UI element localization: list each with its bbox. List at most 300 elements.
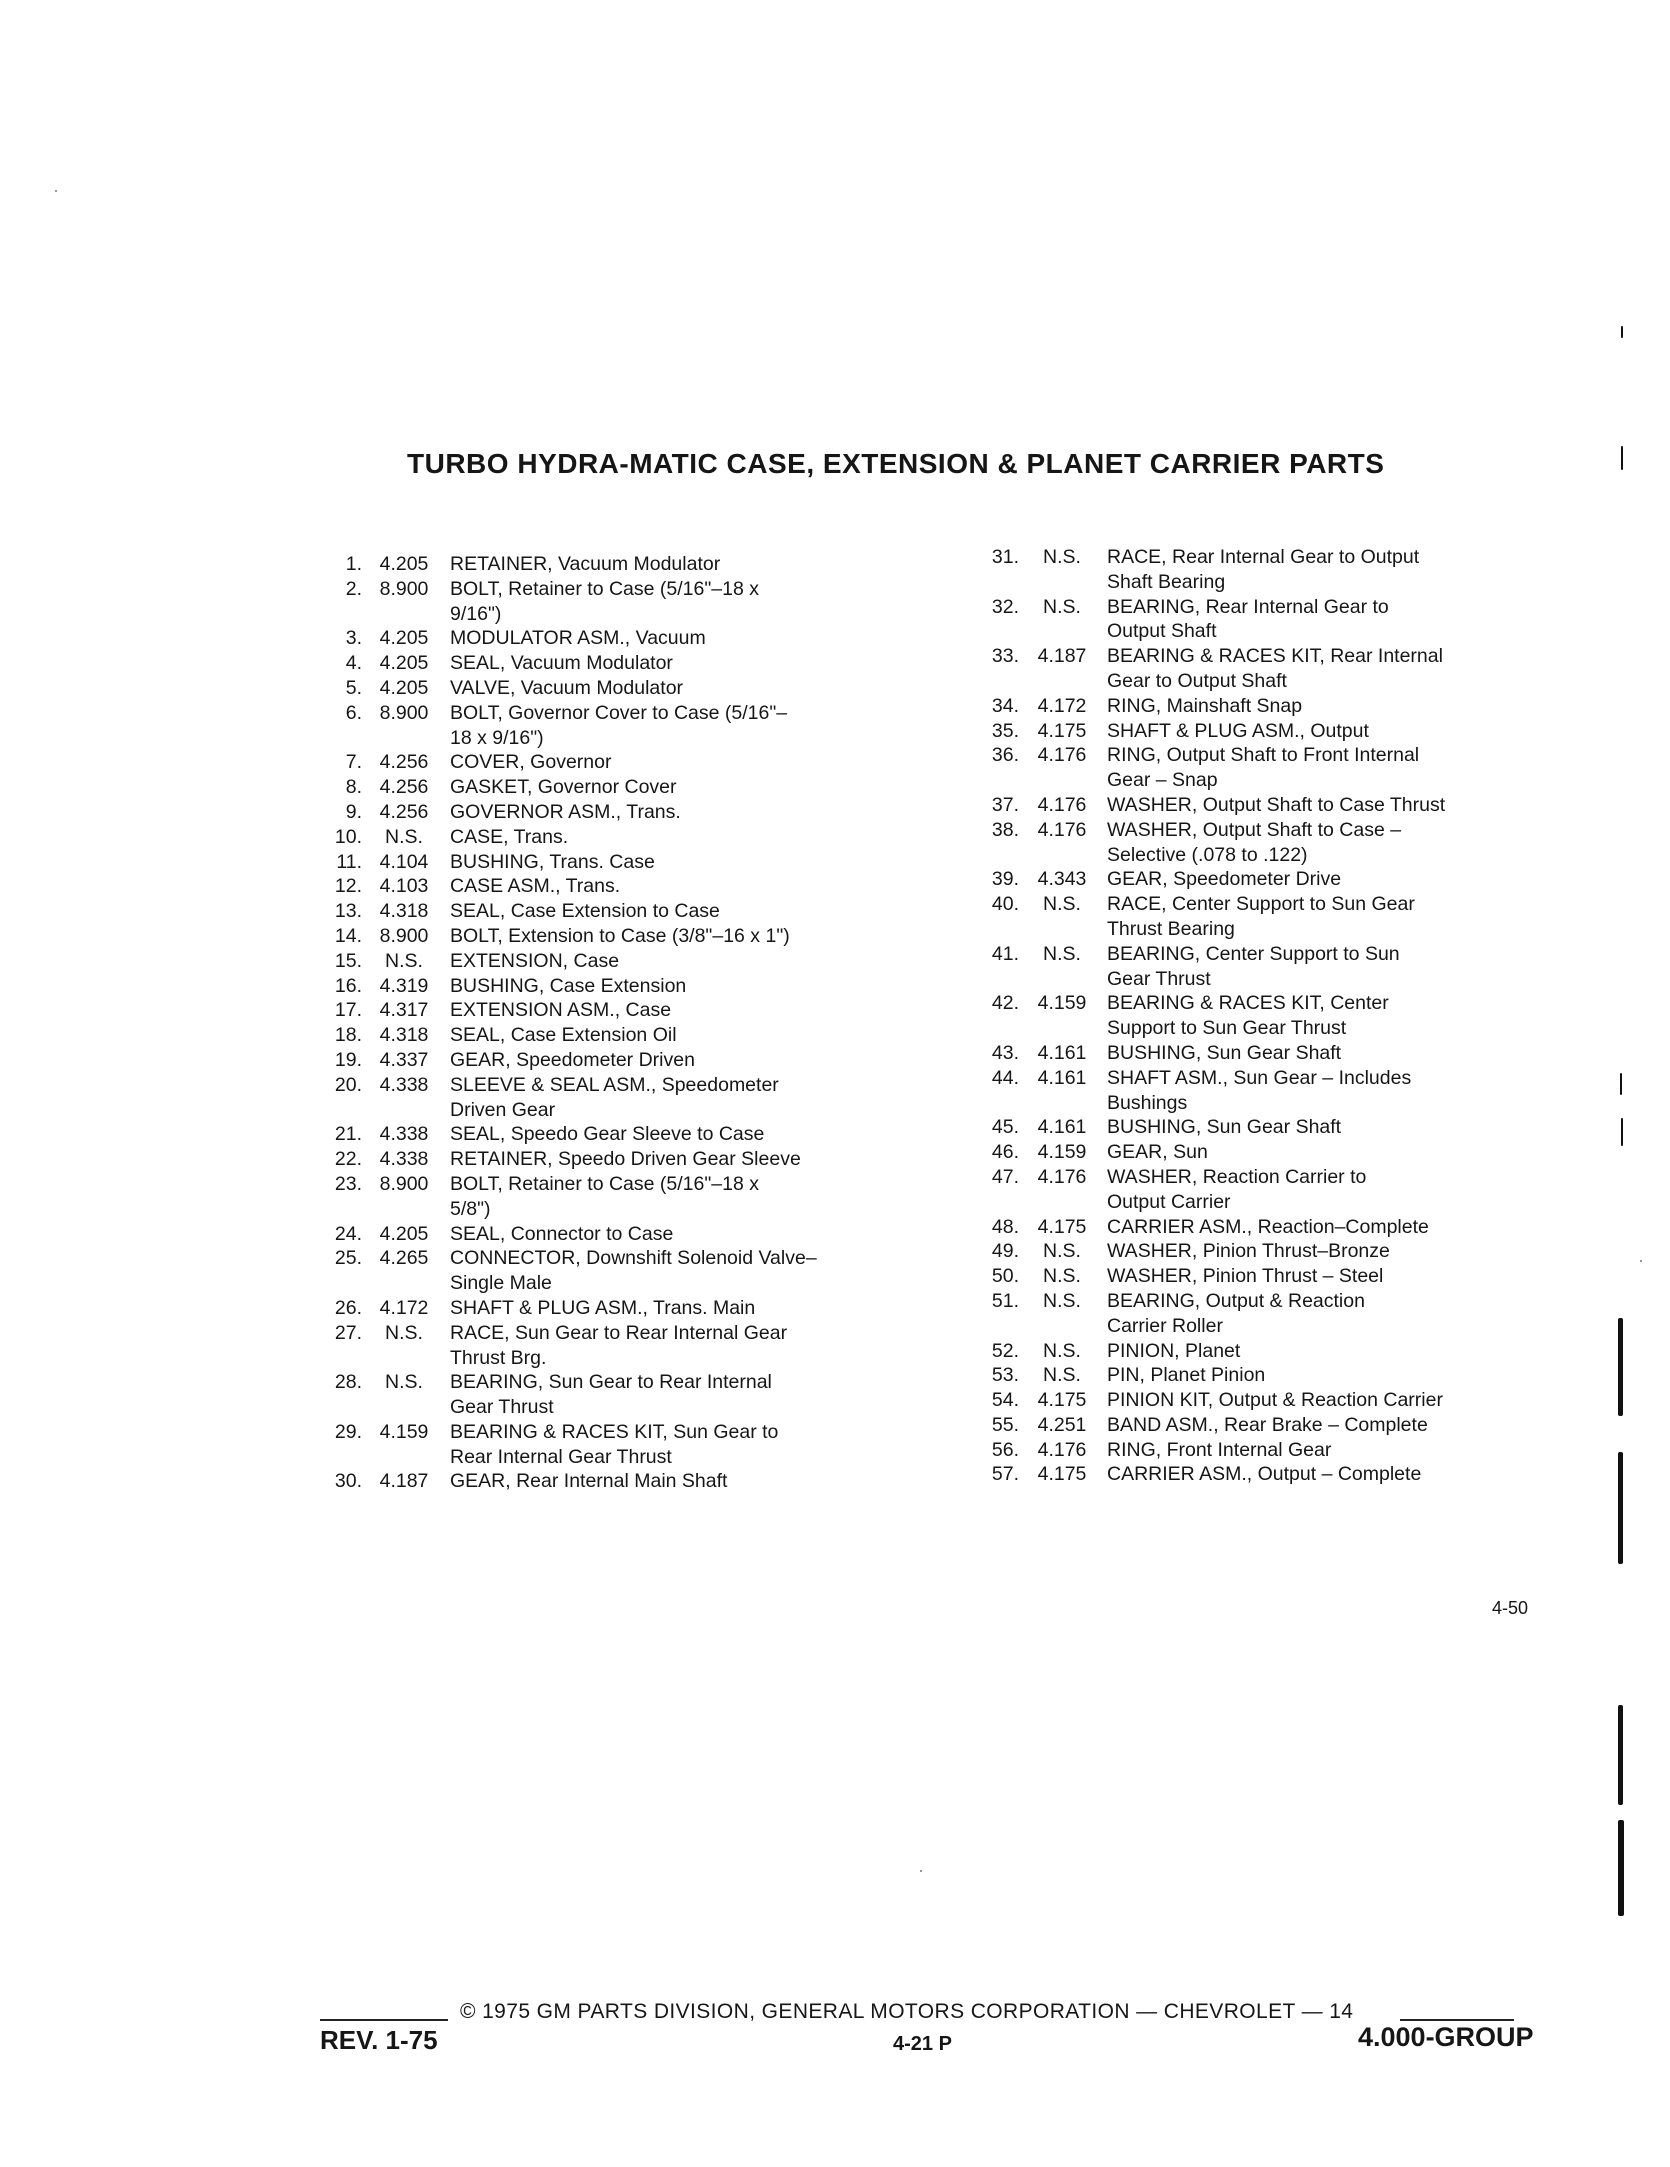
description-line: BEARING, Center Support to Sun <box>1107 942 1400 965</box>
part-row <box>975 743 1520 793</box>
part-description <box>440 1172 922 1222</box>
part-row <box>975 1388 1520 1413</box>
part-description <box>440 651 922 676</box>
part-row <box>322 552 922 577</box>
part-row <box>322 750 922 775</box>
part-row <box>322 775 922 800</box>
part-number: 42. <box>991 992 1019 1015</box>
part-description <box>1097 1066 1520 1116</box>
part-row <box>975 1239 1520 1264</box>
part-description <box>1097 1462 1520 1487</box>
part-group-code: N.S. <box>385 1321 423 1344</box>
part-number: 41. <box>991 942 1019 965</box>
description-line: WASHER, Output Shaft to Case – <box>1107 818 1402 841</box>
description-line: Thrust Brg. <box>450 1346 547 1369</box>
part-description <box>1097 1363 1520 1388</box>
part-description <box>440 1122 922 1147</box>
part-row <box>975 644 1520 694</box>
description-line: Thrust Bearing <box>1107 917 1235 940</box>
description-line: COVER, Governor <box>450 751 612 774</box>
part-number: 5. <box>345 676 362 699</box>
part-number: 34. <box>991 694 1019 717</box>
part-group-code: 4.318 <box>379 1024 429 1047</box>
part-number: 26. <box>334 1296 362 1319</box>
description-line: PINION, Planet <box>1107 1339 1241 1362</box>
part-number: 17. <box>334 999 362 1022</box>
part-row <box>322 874 922 899</box>
part-group-code: 4.205 <box>379 652 429 675</box>
part-number: 28. <box>334 1371 362 1394</box>
part-description <box>1097 1339 1520 1364</box>
description-line: GOVERNOR ASM., Trans. <box>450 800 681 823</box>
part-group-code: 4.256 <box>379 800 429 823</box>
part-description <box>440 825 922 850</box>
part-number: 11. <box>336 850 362 873</box>
description-line: Gear Thrust <box>450 1396 554 1419</box>
part-row <box>322 850 922 875</box>
part-row <box>975 991 1520 1041</box>
part-row <box>975 694 1520 719</box>
part-group-code: N.S. <box>385 949 423 972</box>
description-line: BUSHING, Trans. Case <box>450 850 655 873</box>
description-line: RACE, Rear Internal Gear to Output <box>1107 546 1420 568</box>
description-line: SEAL, Case Extension Oil <box>450 1024 677 1047</box>
part-description <box>1097 1115 1520 1140</box>
part-group-code: 4.104 <box>379 850 429 873</box>
description-line: CARRIER ASM., Output – Complete <box>1107 1463 1422 1486</box>
scan-mark <box>1618 1705 1623 1805</box>
part-row <box>975 1165 1520 1215</box>
part-number: 29. <box>334 1420 362 1443</box>
part-description <box>440 1321 922 1371</box>
part-number: 51. <box>991 1289 1019 1312</box>
part-row <box>322 1222 922 1247</box>
description-line: BOLT, Retainer to Case (5/16"–18 x <box>450 1172 759 1195</box>
part-row <box>322 1296 922 1321</box>
description-line: PINION KIT, Output & Reaction Carrier <box>1107 1389 1443 1412</box>
part-group-code: N.S. <box>1043 1289 1081 1312</box>
part-description <box>1097 1140 1520 1165</box>
part-row <box>322 924 922 949</box>
part-description <box>1097 1041 1520 1066</box>
part-row <box>322 1122 922 1147</box>
part-group-code: 4.175 <box>1037 1389 1087 1412</box>
description-line: BEARING, Output & Reaction <box>1107 1289 1365 1312</box>
part-row <box>322 701 922 751</box>
description-line: SHAFT & PLUG ASM., Trans. Main <box>450 1296 756 1319</box>
description-line: GASKET, Governor Cover <box>450 776 677 799</box>
description-line: Gear – Snap <box>1107 769 1218 792</box>
part-group-code: 4.205 <box>379 1222 429 1245</box>
footer-rule-right <box>1400 2019 1514 2021</box>
description-line: Selective (.078 to .122) <box>1107 843 1308 866</box>
part-number: 39. <box>991 868 1019 891</box>
part-description <box>440 1246 922 1296</box>
part-row <box>975 719 1520 744</box>
description-line: 18 x 9/16") <box>450 726 544 749</box>
part-description <box>440 1370 922 1420</box>
description-line: RING, Front Internal Gear <box>1107 1438 1332 1461</box>
part-number: 15. <box>334 949 362 972</box>
part-number: 44. <box>991 1066 1019 1089</box>
part-description <box>440 800 922 825</box>
part-row <box>975 1289 1520 1339</box>
part-row <box>975 545 1520 595</box>
part-description <box>1097 991 1520 1041</box>
part-description <box>440 949 922 974</box>
parts-list-right <box>975 545 1520 1487</box>
part-number: 24. <box>334 1222 362 1245</box>
part-row <box>322 974 922 999</box>
description-line: RACE, Sun Gear to Rear Internal Gear <box>450 1321 788 1344</box>
part-row <box>322 1370 922 1420</box>
part-number: 8. <box>345 776 362 799</box>
description-line: SHAFT & PLUG ASM., Output <box>1107 719 1369 742</box>
description-line: Carrier Roller <box>1107 1314 1223 1337</box>
part-description <box>440 1048 922 1073</box>
part-row <box>322 998 922 1023</box>
description-line: SEAL, Vacuum Modulator <box>450 652 673 675</box>
description-line: SHAFT ASM., Sun Gear – Includes <box>1107 1066 1412 1089</box>
description-line: BOLT, Retainer to Case (5/16"–18 x <box>450 577 759 600</box>
part-row <box>975 1115 1520 1140</box>
description-line: Output Shaft <box>1107 620 1217 643</box>
part-group-code: 4.205 <box>379 553 429 575</box>
part-number: 57. <box>991 1463 1019 1486</box>
description-line: SLEEVE & SEAL ASM., Speedometer <box>450 1073 779 1096</box>
part-number: 21. <box>334 1123 362 1146</box>
description-line: BEARING, Rear Internal Gear to <box>1107 595 1389 618</box>
group-label: 4.000-GROUP <box>1358 2022 1534 2052</box>
description-line: Shaft Bearing <box>1107 570 1226 593</box>
part-description <box>1097 743 1520 793</box>
description-line: SEAL, Connector to Case <box>450 1222 674 1245</box>
part-row <box>975 1413 1520 1438</box>
part-group-code: 4.256 <box>379 776 429 799</box>
description-line: Gear to Output Shaft <box>1107 669 1287 692</box>
part-row <box>322 1420 922 1470</box>
description-line: CARRIER ASM., Reaction–Complete <box>1107 1215 1429 1238</box>
part-number: 53. <box>991 1364 1019 1387</box>
part-description <box>1097 1388 1520 1413</box>
description-line: 5/8") <box>450 1197 491 1220</box>
description-line: PIN, Planet Pinion <box>1107 1364 1266 1387</box>
part-number: 6. <box>345 701 362 724</box>
part-description <box>440 1222 922 1247</box>
part-group-code: N.S. <box>385 825 423 848</box>
footer-rule-left <box>320 2019 448 2021</box>
description-line: CASE, Trans. <box>450 825 569 848</box>
part-group-code: 4.187 <box>379 1470 429 1493</box>
part-row <box>975 793 1520 818</box>
part-description <box>1097 1239 1520 1264</box>
part-group-code: 8.900 <box>379 924 429 947</box>
description-line: WASHER, Pinion Thrust–Bronze <box>1107 1240 1390 1263</box>
scan-dot <box>920 1870 922 1872</box>
description-line: SEAL, Case Extension to Case <box>450 900 720 923</box>
description-line: RETAINER, Vacuum Modulator <box>450 553 721 575</box>
page-reference: 4-50 <box>1492 1598 1529 1618</box>
description-line: Single Male <box>450 1272 552 1295</box>
part-description <box>1097 644 1520 694</box>
description-line: VALVE, Vacuum Modulator <box>450 676 684 699</box>
part-number: 33. <box>991 645 1019 668</box>
part-description <box>440 626 922 651</box>
part-row <box>322 1246 922 1296</box>
description-line: BUSHING, Sun Gear Shaft <box>1107 1041 1342 1064</box>
part-row <box>322 1048 922 1073</box>
part-row <box>975 1140 1520 1165</box>
part-description <box>440 874 922 899</box>
part-group-code: N.S. <box>1043 1339 1081 1362</box>
part-description <box>440 1296 922 1321</box>
scan-mark <box>1621 1118 1623 1146</box>
part-row <box>322 899 922 924</box>
copyright-notice: © 1975 GM PARTS DIVISION, GENERAL MOTORS CORPORATION — CHEVROLET — 14 <box>460 2000 1354 2023</box>
part-group-code: N.S. <box>1043 595 1081 618</box>
part-group-code: 4.317 <box>379 999 429 1022</box>
part-group-code: 4.265 <box>379 1247 429 1270</box>
description-line: Rear Internal Gear Thrust <box>450 1445 672 1468</box>
description-line: GEAR, Rear Internal Main Shaft <box>450 1470 728 1493</box>
part-group-code: 4.176 <box>1037 744 1087 767</box>
part-description <box>1097 942 1520 992</box>
part-number: 49. <box>991 1240 1019 1263</box>
part-number: 25. <box>334 1247 362 1270</box>
scan-mark <box>1621 326 1623 338</box>
part-number: 12. <box>334 875 362 898</box>
part-group-code: 4.251 <box>1037 1413 1087 1436</box>
part-group-code: 4.205 <box>379 627 429 650</box>
part-description <box>1097 694 1520 719</box>
part-description <box>1097 545 1520 595</box>
part-row <box>975 818 1520 868</box>
part-group-code: 8.900 <box>379 577 429 600</box>
part-number: 1. <box>345 553 362 575</box>
part-number: 16. <box>334 974 362 997</box>
description-line: Bushings <box>1107 1091 1188 1114</box>
page-code: 4-21 P <box>893 2033 952 2055</box>
description-line: WASHER, Pinion Thrust – Steel <box>1107 1265 1384 1288</box>
part-number: 20. <box>334 1073 362 1096</box>
description-line: BOLT, Extension to Case (3/8"–16 x 1") <box>450 924 790 947</box>
part-description <box>440 998 922 1023</box>
description-line: EXTENSION, Case <box>450 949 620 972</box>
description-line: BAND ASM., Rear Brake – Complete <box>1107 1413 1428 1436</box>
part-group-code: N.S. <box>1043 1240 1081 1263</box>
part-group-code: 8.900 <box>379 701 429 724</box>
description-line: MODULATOR ASM., Vacuum <box>450 627 706 650</box>
part-description <box>1097 1438 1520 1463</box>
description-line: BEARING, Sun Gear to Rear Internal <box>450 1371 772 1394</box>
part-row <box>322 1469 922 1494</box>
description-line: SEAL, Speedo Gear Sleeve to Case <box>450 1123 765 1146</box>
part-group-code: 4.159 <box>1037 1141 1087 1164</box>
part-group-code: 4.338 <box>379 1073 429 1096</box>
part-description <box>1097 1413 1520 1438</box>
part-group-code: N.S. <box>1043 546 1081 568</box>
part-description <box>1097 719 1520 744</box>
description-line: CASE ASM., Trans. <box>450 875 621 898</box>
part-number: 18. <box>334 1024 362 1047</box>
part-row <box>322 1147 922 1172</box>
part-number: 19. <box>334 1048 362 1071</box>
part-row <box>975 892 1520 942</box>
part-number: 37. <box>991 793 1019 816</box>
part-group-code: 4.159 <box>1037 992 1087 1015</box>
description-line: BEARING & RACES KIT, Sun Gear to <box>450 1420 779 1443</box>
part-group-code: N.S. <box>1043 1265 1081 1288</box>
part-description <box>440 750 922 775</box>
part-row <box>975 1438 1520 1463</box>
description-line: Gear Thrust <box>1107 967 1211 990</box>
part-description <box>440 1147 922 1172</box>
description-line: Support to Sun Gear Thrust <box>1107 1017 1347 1040</box>
part-group-code: 4.103 <box>379 875 429 898</box>
description-line: RETAINER, Speedo Driven Gear Sleeve <box>450 1148 801 1171</box>
part-group-code: 4.172 <box>379 1296 429 1319</box>
part-group-code: 4.343 <box>1037 868 1087 891</box>
description-line: Driven Gear <box>450 1098 556 1121</box>
part-description <box>440 701 922 751</box>
part-number: 23. <box>334 1172 362 1195</box>
description-line: BUSHING, Sun Gear Shaft <box>1107 1116 1342 1139</box>
description-line: EXTENSION ASM., Case <box>450 999 672 1022</box>
part-row <box>975 1363 1520 1388</box>
part-number: 47. <box>991 1165 1019 1188</box>
part-group-code: 4.175 <box>1037 719 1087 742</box>
scan-dot <box>55 190 57 192</box>
part-row <box>975 1215 1520 1240</box>
description-line: RACE, Center Support to Sun Gear <box>1107 893 1415 916</box>
part-number: 55. <box>991 1413 1019 1436</box>
scan-dot <box>1640 1260 1642 1262</box>
part-description <box>440 577 922 627</box>
page-title: TURBO HYDRA-MATIC CASE, EXTENSION & PLANET CARRIER PARTS <box>407 448 1385 479</box>
part-number: 36. <box>991 744 1019 767</box>
part-group-code: 4.318 <box>379 900 429 923</box>
part-description <box>440 974 922 999</box>
description-line: BOLT, Governor Cover to Case (5/16"– <box>450 701 788 724</box>
part-number: 35. <box>991 719 1019 742</box>
part-description <box>1097 818 1520 868</box>
part-row <box>975 1462 1520 1487</box>
part-number: 32. <box>991 595 1019 618</box>
part-description <box>440 924 922 949</box>
part-number: 31. <box>991 546 1019 568</box>
part-row <box>322 1073 922 1123</box>
part-number: 38. <box>991 818 1019 841</box>
description-line: GEAR, Speedometer Drive <box>1107 868 1342 891</box>
part-description <box>440 1420 922 1470</box>
part-row <box>322 577 922 627</box>
description-line: CONNECTOR, Downshift Solenoid Valve– <box>450 1247 817 1270</box>
description-line: BEARING & RACES KIT, Rear Internal <box>1107 645 1443 668</box>
part-number: 30. <box>334 1470 362 1493</box>
part-group-code: 4.338 <box>379 1148 429 1171</box>
part-number: 4. <box>345 652 362 675</box>
description-line: 9/16") <box>450 602 502 625</box>
part-description <box>440 1469 922 1494</box>
part-group-code: 4.176 <box>1037 818 1087 841</box>
part-number: 9. <box>345 800 362 823</box>
part-number: 2. <box>345 577 362 600</box>
part-group-code: 4.319 <box>379 974 429 997</box>
part-number: 45. <box>991 1116 1019 1139</box>
part-group-code: 4.205 <box>379 676 429 699</box>
description-line: WASHER, Output Shaft to Case Thrust <box>1107 793 1446 816</box>
part-row <box>322 626 922 651</box>
description-line: BUSHING, Case Extension <box>450 974 687 997</box>
part-group-code: 4.256 <box>379 751 429 774</box>
part-row <box>975 1339 1520 1364</box>
part-number: 3. <box>345 627 362 650</box>
part-description <box>1097 867 1520 892</box>
description-line: WASHER, Reaction Carrier to <box>1107 1165 1367 1188</box>
scan-mark <box>1621 446 1623 470</box>
part-group-code: 4.161 <box>1037 1066 1087 1089</box>
part-group-code: N.S. <box>1043 1364 1081 1387</box>
part-number: 40. <box>991 893 1019 916</box>
part-number: 14. <box>334 924 362 947</box>
part-group-code: 4.187 <box>1037 645 1087 668</box>
part-number: 48. <box>991 1215 1019 1238</box>
part-group-code: 4.176 <box>1037 1165 1087 1188</box>
part-row <box>975 1041 1520 1066</box>
part-number: 50. <box>991 1265 1019 1288</box>
scan-mark <box>1618 1820 1624 1916</box>
scan-mark <box>1620 1073 1622 1095</box>
description-line: RING, Output Shaft to Front Internal <box>1107 744 1420 767</box>
part-description <box>1097 793 1520 818</box>
part-description <box>440 899 922 924</box>
part-row <box>975 1264 1520 1289</box>
part-group-code: 4.161 <box>1037 1116 1087 1139</box>
part-number: 7. <box>345 751 362 774</box>
part-row <box>322 1023 922 1048</box>
part-row <box>322 1321 922 1371</box>
part-group-code: 4.172 <box>1037 694 1087 717</box>
description-line: GEAR, Sun <box>1107 1141 1208 1164</box>
part-group-code: 4.161 <box>1037 1041 1087 1064</box>
part-number: 10. <box>334 825 362 848</box>
part-description <box>1097 1165 1520 1215</box>
part-row <box>975 1066 1520 1116</box>
part-description <box>1097 1289 1520 1339</box>
part-row <box>322 676 922 701</box>
part-row <box>975 942 1520 992</box>
part-number: 54. <box>991 1389 1019 1412</box>
part-description <box>440 552 922 577</box>
description-line: GEAR, Speedometer Driven <box>450 1048 695 1071</box>
part-description <box>1097 1264 1520 1289</box>
part-row <box>322 651 922 676</box>
description-line: Output Carrier <box>1107 1190 1231 1213</box>
parts-list-left <box>322 552 922 1494</box>
part-group-code: 4.337 <box>379 1048 429 1071</box>
scan-mark <box>1618 1452 1623 1564</box>
part-number: 43. <box>991 1041 1019 1064</box>
part-group-code: 4.159 <box>379 1420 429 1443</box>
part-row <box>322 800 922 825</box>
description-line: BEARING & RACES KIT, Center <box>1107 992 1389 1015</box>
part-description <box>1097 1215 1520 1240</box>
part-description <box>440 676 922 701</box>
part-description <box>440 1023 922 1048</box>
part-row <box>322 1172 922 1222</box>
part-number: 27. <box>334 1321 362 1344</box>
revision-label: REV. 1-75 <box>320 2025 438 2055</box>
